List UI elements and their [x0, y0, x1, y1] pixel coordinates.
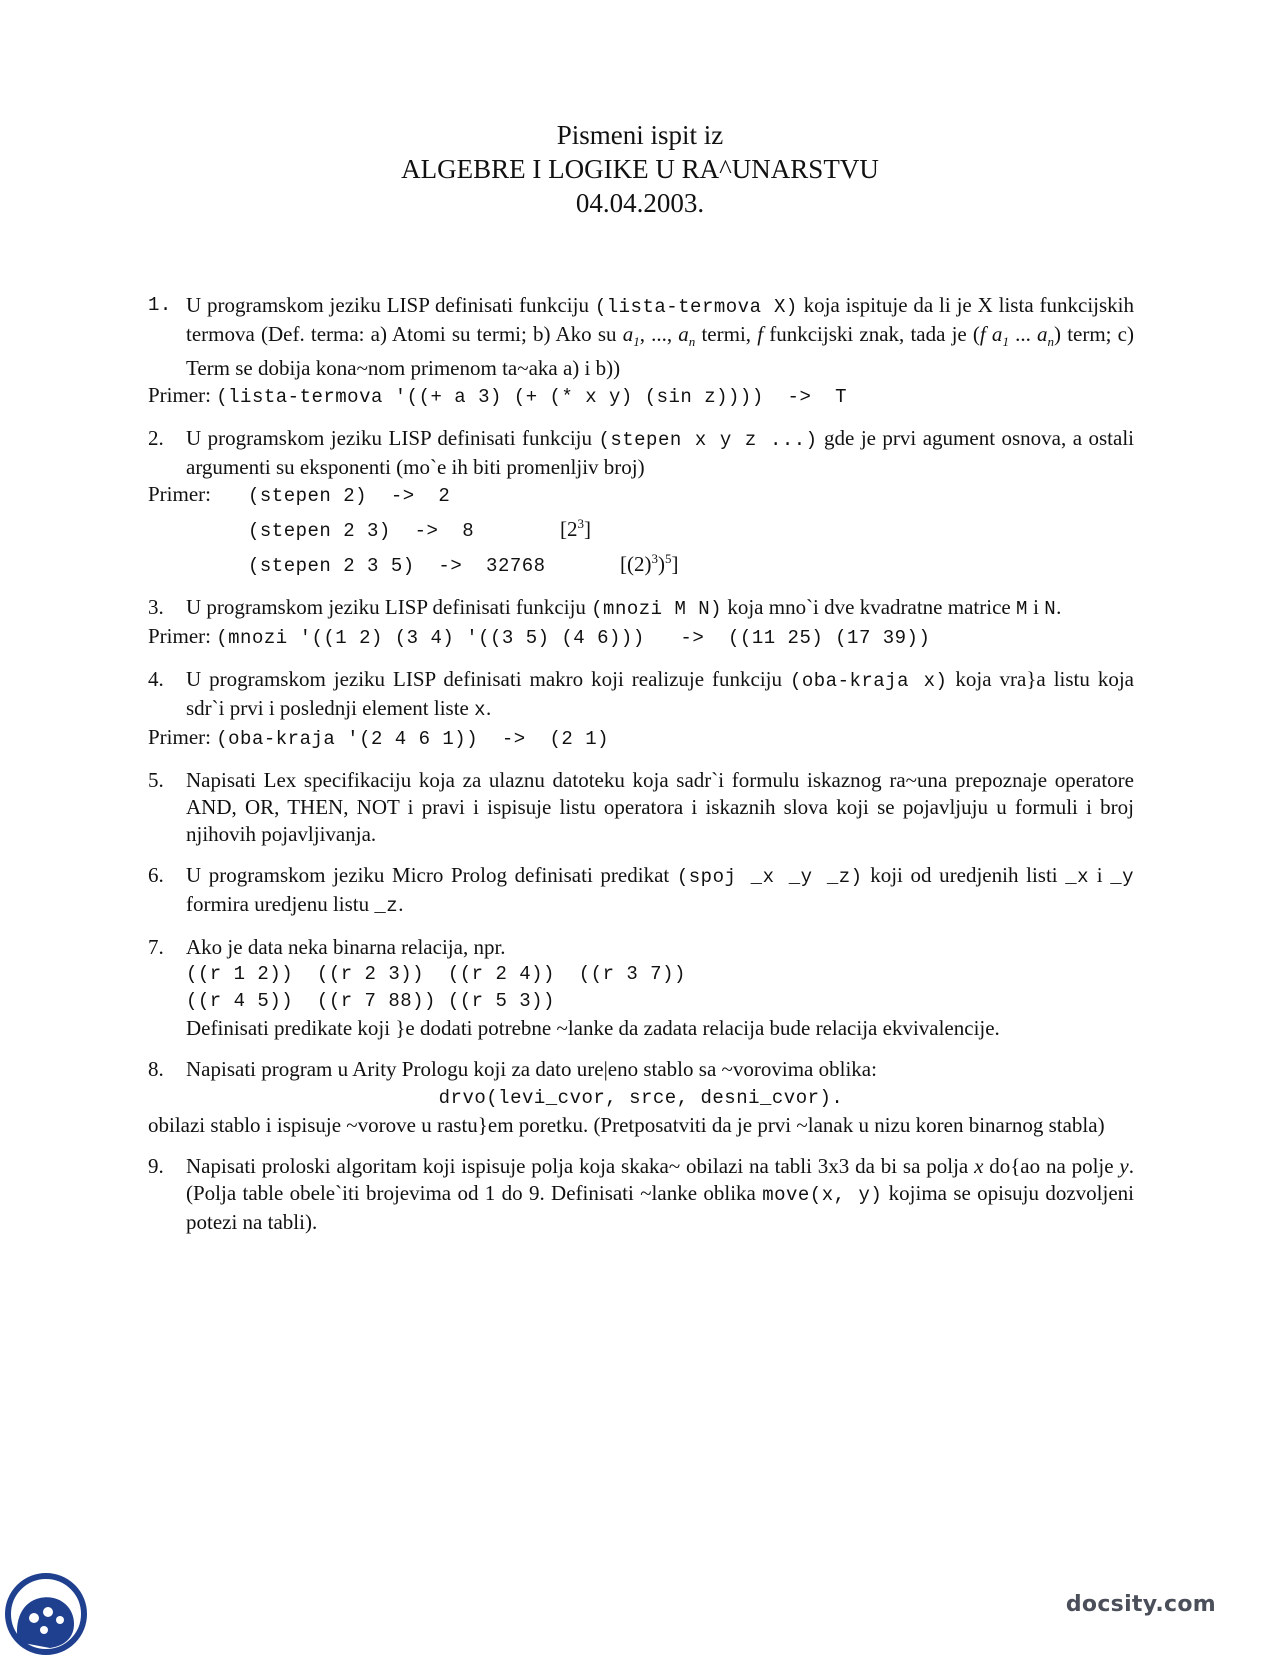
math-sub: n	[1047, 334, 1055, 350]
math-var: y	[1119, 1154, 1129, 1179]
primer-3	[148, 623, 1134, 652]
primer-1	[148, 382, 1134, 411]
code-snippet: _x	[1065, 866, 1090, 889]
math-sub: 1	[633, 334, 640, 350]
task-text: i	[1089, 863, 1111, 888]
note-text: )	[657, 552, 665, 577]
note-sup: 3	[577, 516, 584, 532]
task-text: funkcijski znak, tada je (	[763, 322, 980, 346]
task-text: do{ao na polje	[983, 1154, 1120, 1179]
code-snippet: x	[474, 699, 487, 722]
task-8	[148, 1056, 1134, 1083]
document-title	[0, 118, 1280, 220]
math-var: x	[974, 1154, 984, 1179]
docsity-logo-icon	[4, 1572, 88, 1656]
task-text: formira uredjenu listu	[186, 892, 375, 917]
task-text: Napisati program u Arity Prologu koji za dato ure|eno stablo sa ~vorovima oblika:	[186, 1057, 877, 1082]
task-list	[148, 292, 1134, 1236]
task-4	[148, 666, 1134, 724]
task-text: koja vra}a listu koja sdr`i prvi i poslednji element liste	[186, 667, 1134, 721]
task-text: ...	[1008, 322, 1038, 346]
task-number: 3.	[148, 595, 164, 620]
relation-row: ((r 4 5)) ((r 7 88)) ((r 5 3))	[186, 990, 555, 1013]
task-text: koji od uredjenih listi	[862, 863, 1066, 888]
task-number: 1.	[148, 294, 172, 316]
code-snippet: (stepen x y z ...)	[598, 429, 818, 452]
task-number: 8.	[148, 1057, 164, 1082]
task-text: ) term; c) Term se dobija kona~nom primenom ta~aka a) i b))	[186, 322, 1134, 381]
note-text: ]	[671, 552, 679, 577]
task-text: kojima se opisuju dozvoljeni potezi na tabli).	[186, 1181, 1134, 1235]
code-snippet: (lista-termova X)	[594, 296, 798, 318]
task-text: i	[1027, 595, 1045, 620]
note-text: [(2)	[620, 552, 652, 577]
code-snippet: _y	[1110, 866, 1135, 889]
primer-code: (oba-kraja '(2 4 6 1)) -> (2 1)	[216, 728, 610, 751]
primer-label: Primer:	[148, 725, 217, 750]
code-snippet: N	[1044, 598, 1057, 621]
title-date: 04.04.2003.	[575, 188, 705, 218]
task-text: U programskom jeziku LISP definisati funkciju	[186, 595, 592, 620]
task-text: , ...,	[639, 322, 679, 346]
task-text: .	[486, 696, 492, 721]
task-6	[148, 862, 1134, 920]
math-var: a	[678, 322, 689, 346]
task-text: .	[398, 892, 404, 917]
task-text: Ako je data neka binarna relacija, npr.	[186, 935, 506, 960]
task-text: U programskom jeziku LISP definisati makro koji realizuje funkciju	[186, 667, 790, 692]
primer-code: (mnozi '((1 2) (3 4) '((3 5) (4 6))) -> ((11 25) (17 39))	[216, 627, 931, 650]
note-text: ]	[584, 517, 591, 542]
task-text: . (Polja table obele`iti brojevima od 1 do 9. Definisati ~lanke oblika	[186, 1154, 1134, 1206]
code-snippet: move(x, y)	[762, 1184, 883, 1207]
task-number: 4.	[148, 667, 164, 692]
docsity-watermark[interactable]: docsity.com	[1065, 1592, 1216, 1617]
primer-label: Primer:	[148, 383, 217, 408]
task-2	[148, 425, 1134, 481]
primer-label: Primer:	[148, 482, 211, 507]
math-sub: 1	[1002, 334, 1009, 350]
task-text: U programskom jeziku Micro Prolog definisati predikat	[186, 863, 677, 888]
task-text: gde je prvi agument osnova, a ostali argumenti su eksponenti (mo`e ih biti promenljiv broj)	[186, 426, 1134, 480]
task-text: termi,	[695, 322, 758, 346]
task-number: 5.	[148, 768, 164, 793]
math-sub: n	[688, 334, 696, 350]
docsity-logo-icon[interactable]	[4, 1572, 88, 1656]
code-block	[148, 1083, 1134, 1112]
relation-row: ((r 1 2)) ((r 2 3)) ((r 2 4)) ((r 3 7))	[186, 963, 686, 986]
math-var: f a	[979, 322, 1003, 346]
task-text: Napisati proloski algoritam koji ispisuje polja koja skaka~ obilazi na tabli 3x3 da bi sa polja	[186, 1154, 975, 1179]
task-text: Definisati predikate koji }e dodati potrebne ~lanke da zadata relacija bude relacija ekvivalencije.	[186, 1016, 1000, 1041]
task-text: koja mno`i dve kvadratne matrice	[722, 595, 1016, 620]
title-line-2: ALGEBRE I LOGIKE U RA^UNARSTVU	[401, 154, 879, 184]
task-1	[148, 292, 1134, 382]
math-var: f	[757, 322, 764, 346]
note-sup: 3	[651, 551, 658, 567]
task-7	[148, 934, 1134, 1042]
task-text: Napisati Lex specifikaciju koja za ulaznu datoteku koja sadr`i formulu iskaznog ra~una prepoznaje operatore AND, OR, THEN, NOT i pravi i ispisuje listu operatora i iskaznih slova koji se pojavljuju u formuli i broj njihovih pojavljivanja.	[186, 768, 1134, 847]
note-sup: 5	[664, 551, 672, 567]
task-5	[148, 767, 1134, 848]
task-text: .	[1056, 595, 1062, 620]
code-snippet: drvo(levi_cvor, srce, desni_cvor).	[438, 1087, 844, 1110]
primer-note	[560, 510, 591, 543]
title-line-1: Pismeni ispit iz	[556, 120, 724, 150]
code-snippet: _z	[374, 895, 399, 918]
code-snippet: (oba-kraja x)	[789, 670, 948, 693]
task-text: obilazi stablo i ispisuje ~vorove u rastu}em poretku. (Pretposatviti da je prvi ~lanak u nizu koren binarnog stabla)	[148, 1113, 1105, 1138]
primer-note	[620, 545, 678, 578]
task-text: U programskom jeziku LISP definisati funkciju	[186, 426, 599, 451]
task-number: 7.	[148, 935, 164, 960]
note-text: [2	[560, 517, 578, 542]
task-text: koja ispituje da li je X lista funkcijskih termova (Def. terma: a) Atomi su termi; b) Ako su	[186, 293, 1134, 346]
task-9	[148, 1153, 1134, 1236]
primer-code: (stepen 2) -> 2	[248, 485, 451, 508]
primer-code: (lista-termova '((+ a 3) (+ (* x y) (sin z)))) -> T	[216, 386, 848, 409]
task-number: 9.	[148, 1154, 164, 1179]
primer-code: (stepen 2 3 5) -> 32768	[248, 555, 546, 578]
code-snippet: (mnozi M N)	[591, 598, 723, 621]
math-var: a	[1037, 322, 1048, 346]
primer-2	[148, 481, 1134, 580]
math-var: a	[622, 322, 634, 346]
task-3	[148, 594, 1134, 623]
primer-4	[148, 724, 1134, 753]
code-snippet: M	[1015, 598, 1028, 621]
task-number: 2.	[148, 426, 164, 451]
task-number: 6.	[148, 863, 164, 888]
task-text: U programskom jeziku LISP definisati funkciju	[186, 293, 595, 317]
code-snippet: (spoj _x _y _z)	[676, 866, 863, 889]
primer-code: (stepen 2 3) -> 8	[248, 520, 475, 543]
primer-label: Primer:	[148, 624, 217, 649]
